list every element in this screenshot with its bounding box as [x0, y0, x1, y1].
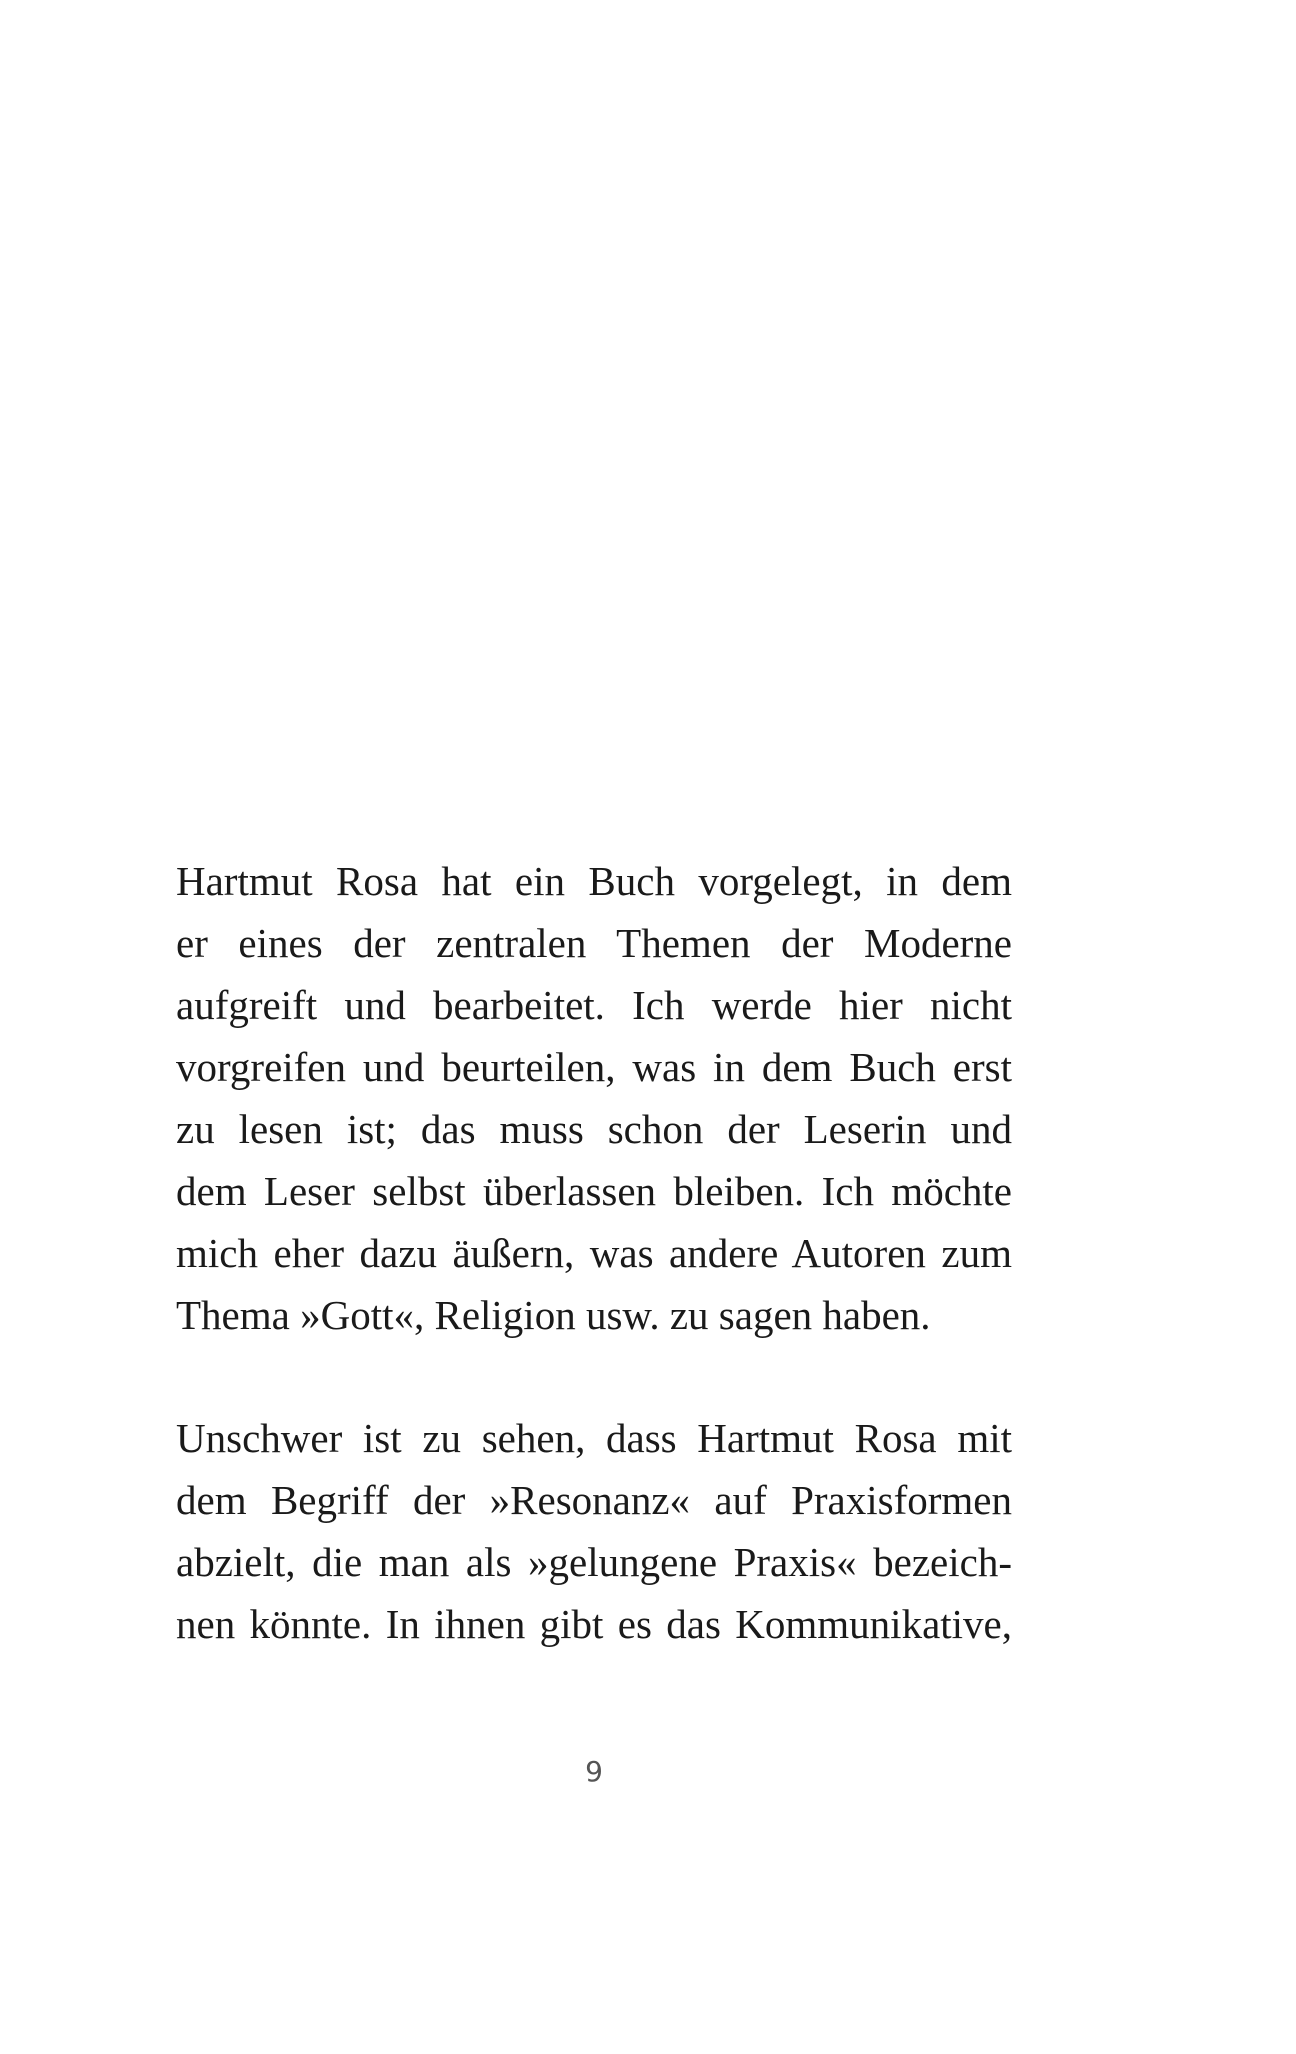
- paragraph-line: nen könnte. In ihnen gibt es das Kommunikative,: [176, 1601, 1012, 1647]
- paragraph-line: er eines der zentralen Themen der Moderne: [176, 920, 1012, 966]
- page-number: 9: [585, 1755, 603, 1788]
- paragraph-line: Unschwer ist zu sehen, dass Hartmut Rosa mit: [176, 1415, 1012, 1461]
- paragraph-line: zu lesen ist; das muss schon der Leserin und: [176, 1106, 1012, 1152]
- paragraph-line: aufgreift und bearbeitet. Ich werde hier nicht: [176, 982, 1012, 1028]
- paragraph-line: dem Begriff der »Resonanz« auf Praxisformen: [176, 1477, 1012, 1523]
- paragraph-line: Hartmut Rosa hat ein Buch vorgelegt, in dem: [176, 858, 1012, 904]
- paragraph-line: Thema »Gott«, Religion usw. zu sagen haben.: [176, 1292, 931, 1338]
- paragraph-line: abzielt, die man als »gelungene Praxis« bezeich-: [176, 1539, 1012, 1585]
- paragraph-line: mich eher dazu äußern, was andere Autoren zum: [176, 1230, 1012, 1276]
- paragraph-line: dem Leser selbst überlassen bleiben. Ich möchte: [176, 1168, 1012, 1214]
- paragraph-line: vorgreifen und beurteilen, was in dem Buch erst: [176, 1044, 1012, 1090]
